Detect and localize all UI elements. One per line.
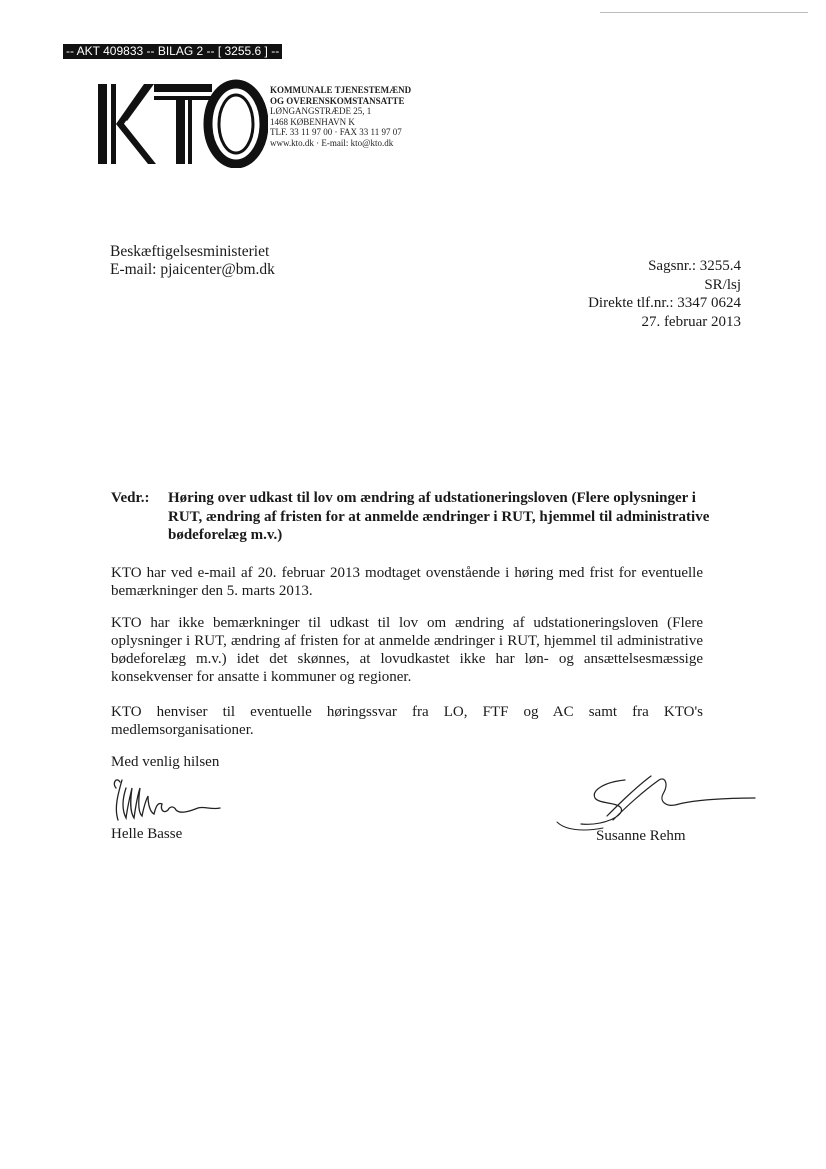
org-phone-fax: TLF. 33 11 97 00 · FAX 33 11 97 07 — [270, 127, 402, 137]
body-paragraph-2: KTO har ikke bemærkninger til udkast til lov om ændring af udstationeringsloven (Flere oplysninger i RUT, ændring af fristen for at anmelde ændringer i RUT, hjemmel til administrative bødeforelæg m.v.) idet det skønnes, at lovudkastet ikke har løn- og ansættelsesmæssige konsekvenser for ansatte i kommuner og regioner. — [111, 615, 703, 685]
letter-date: 27. februar 2013 — [641, 313, 741, 330]
org-city: 1468 KØBENHAVN K — [270, 116, 355, 127]
archive-stamp: -- AKT 409833 -- BILAG 2 -- [ 3255.6 ] -- — [63, 44, 282, 59]
body-paragraph-3: KTO henviser til eventuelle høringssvar fra LO, FTF og AC samt fra KTO's medlemsorganisationer. — [111, 704, 703, 738]
recipient-name: Beskæftigelsesministeriet — [110, 243, 270, 260]
signer-name-2: Susanne Rehm — [596, 828, 686, 844]
subject-line — [111, 489, 711, 545]
closing-greeting: Med venlig hilsen — [111, 754, 220, 770]
signer-name-1: Helle Basse — [111, 826, 183, 842]
org-web-email: www.kto.dk · E-mail: kto@kto.dk — [270, 137, 394, 148]
case-number: Sagsnr.: 3255.4 — [648, 258, 741, 274]
recipient-block — [110, 243, 275, 279]
case-meta — [588, 257, 741, 331]
direct-phone: Direkte tlf.nr.: 3347 0624 — [588, 295, 741, 311]
body-paragraph-1: KTO har ved e-mail af 20. februar 2013 modtaget ovenstående i høring med frist for eventuelle bemærkninger den 5. marts 2013. — [111, 565, 703, 599]
org-name-line1: KOMMUNALE TJENESTEMÆND — [270, 85, 412, 95]
subject-text: Høring over udkast til lov om ændring af udstationeringsloven (Flere oplysninger i RUT, ændring af fristen for at anmelde ændringer i RUT, hjemmel til administrative bødeforelæg m.v.) — [168, 490, 710, 543]
subject-label: Vedr.: — [111, 490, 150, 506]
organization-address — [270, 85, 411, 148]
signature-helle-basse — [108, 774, 228, 826]
org-street: LØNGANGSTRÆDE 25, 1 — [270, 106, 372, 116]
kto-logo — [96, 78, 268, 168]
org-name-line2: OG OVERENSKOMSTANSATTE — [270, 95, 405, 106]
top-rule — [600, 12, 808, 13]
recipient-email: E-mail: pjaicenter@bm.dk — [110, 261, 275, 278]
initials: SR/lsj — [704, 276, 741, 293]
